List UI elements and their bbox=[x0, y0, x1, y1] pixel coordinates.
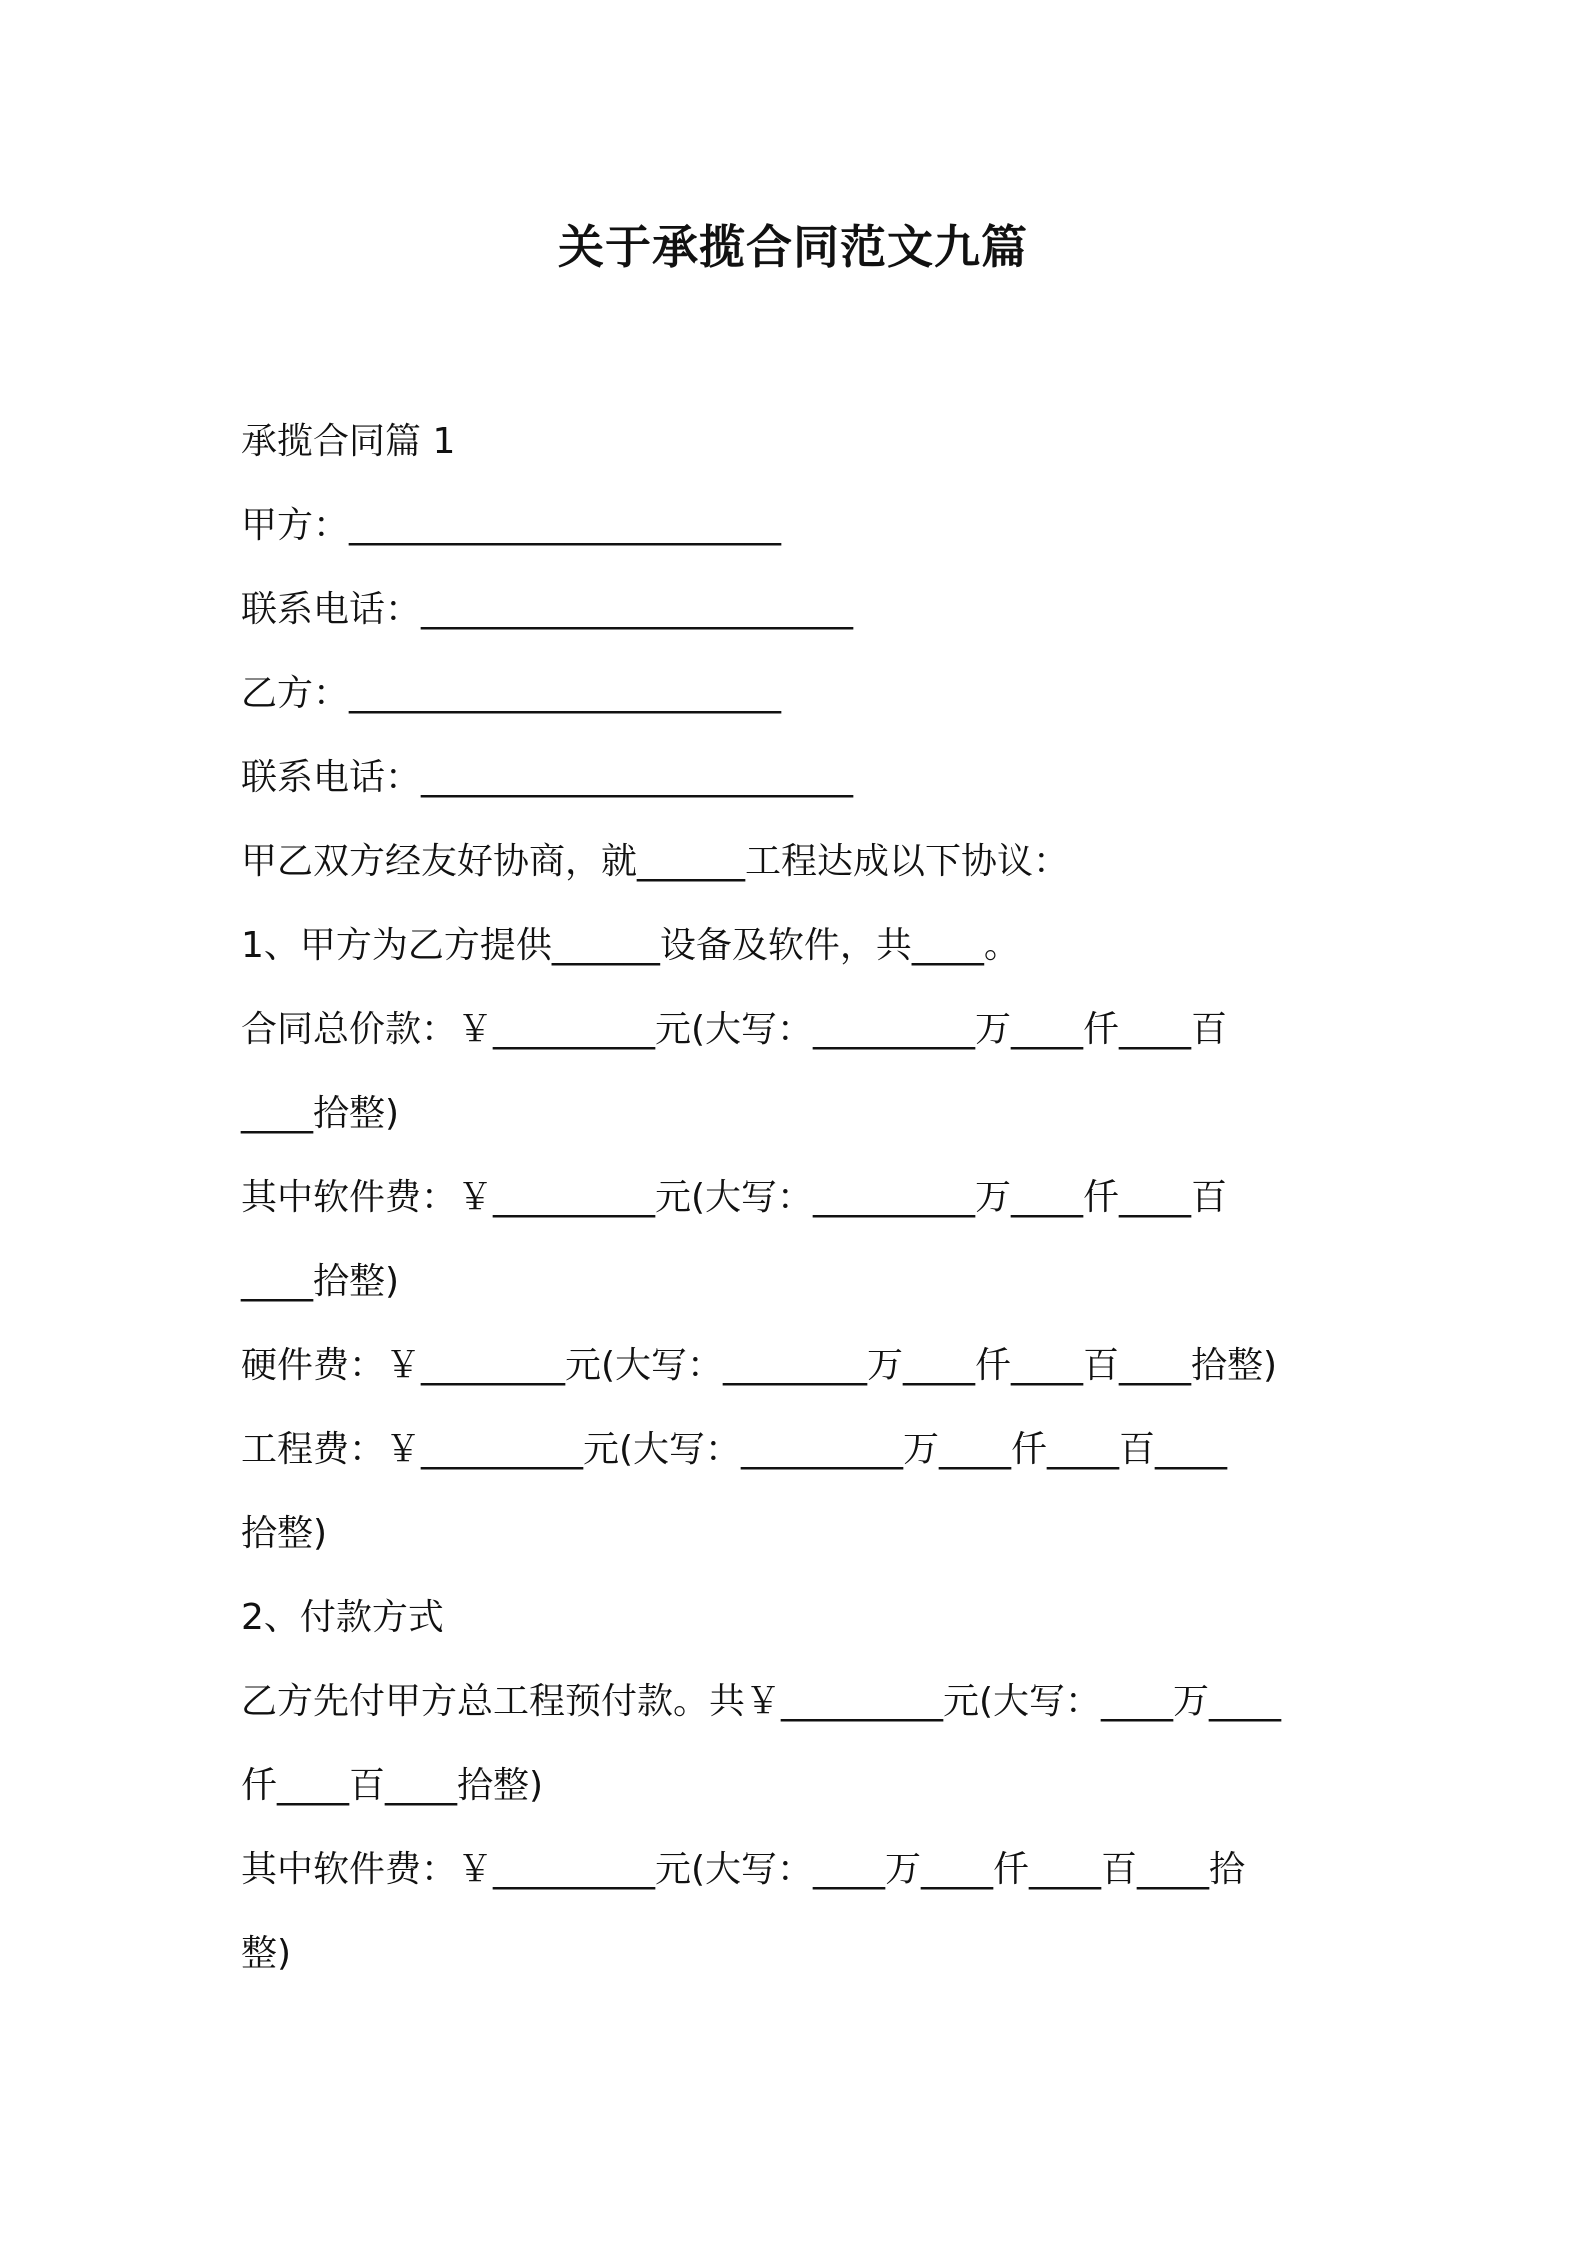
total-price-line-cont: ____拾整) bbox=[241, 1093, 400, 1134]
software-fee-line: 其中软件费：￥_________元(大写：_________万____仟____百 bbox=[241, 1177, 1228, 1218]
party-a-phone-line: 联系电话：________________________ bbox=[241, 589, 854, 630]
clause-2-heading: 2、付款方式 bbox=[241, 1597, 444, 1638]
total-price-line: 合同总价款：￥_________元(大写：_________万____仟____百 bbox=[241, 1009, 1228, 1050]
party-b-line: 乙方：________________________ bbox=[241, 673, 782, 714]
section-heading: 承揽合同篇 1 bbox=[241, 421, 456, 462]
engineering-fee-line-cont: 拾整) bbox=[241, 1513, 328, 1554]
party-b-phone-line: 联系电话：________________________ bbox=[241, 757, 854, 798]
advance-payment-line: 乙方先付甲方总工程预付款。共￥_________元(大写：____万____ bbox=[241, 1681, 1282, 1722]
advance-payment-line-cont: 仟____百____拾整) bbox=[241, 1765, 544, 1806]
advance-software-fee-line: 其中软件费：￥_________元(大写：____万____仟____百____拾 bbox=[241, 1849, 1246, 1890]
advance-software-fee-line-cont: 整) bbox=[241, 1933, 292, 1974]
clause-1-line: 1、甲方为乙方提供______设备及软件，共____。 bbox=[241, 925, 1020, 966]
engineering-fee-line: 工程费：￥_________元(大写：_________万____仟____百____ bbox=[241, 1429, 1228, 1470]
agreement-intro-line: 甲乙双方经友好协商，就______工程达成以下协议： bbox=[241, 841, 1070, 882]
document-title: 关于承揽合同范文九篇 bbox=[558, 220, 1028, 274]
software-fee-line-cont: ____拾整) bbox=[241, 1261, 400, 1302]
hardware-fee-line: 硬件费：￥________元(大写：________万____仟____百____拾整) bbox=[241, 1345, 1278, 1386]
document-body bbox=[241, 400, 1361, 1996]
party-a-line: 甲方：________________________ bbox=[241, 505, 782, 546]
